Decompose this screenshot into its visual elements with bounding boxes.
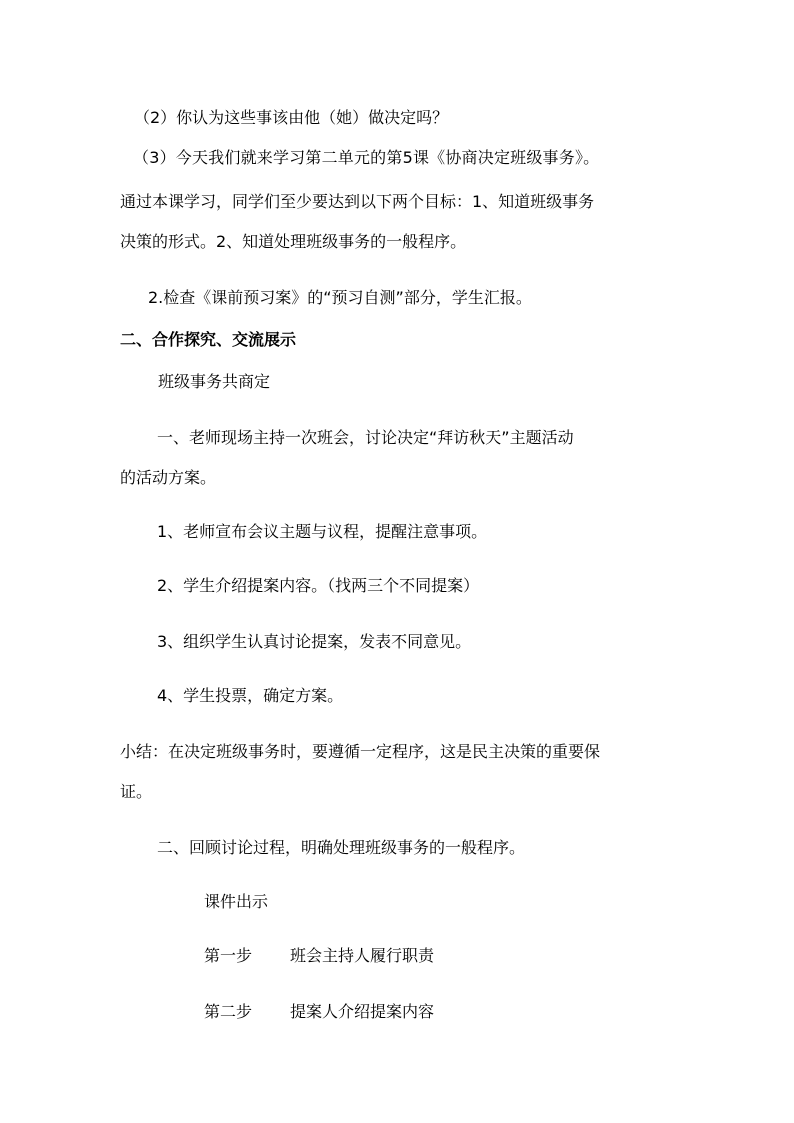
activity-step-1: 1、老师宣布会议主题与议程，提醒注意事项。 xyxy=(157,522,488,541)
learning-goals-line-1: 通过本课学习，同学们至少要达到以下两个目标：1、知道班级事务 xyxy=(120,192,595,211)
section-heading: 二、合作探究、交流展示 xyxy=(120,330,297,349)
procedure-step-2-text: 提案人介绍提案内容 xyxy=(290,1002,435,1021)
activity-intro-line-2: 的活动方案。 xyxy=(120,468,217,487)
activity-step-2: 2、学生介绍提案内容。（找两三个不同提案） xyxy=(157,576,480,595)
learning-goals-line-2: 决策的形式。2、知道处理班级事务的一般程序。 xyxy=(120,232,467,251)
procedure-step-1-text: 班会主持人履行职责 xyxy=(290,946,435,965)
summary-line-2: 证。 xyxy=(120,782,153,801)
activity-step-3: 3、组织学生认真讨论提案，发表不同意见。 xyxy=(157,632,472,651)
question-2: （2）你认为这些事该由他（她）做决定吗？ xyxy=(134,108,449,127)
courseware-label: 课件出示 xyxy=(204,892,269,911)
subsection-title: 班级事务共商定 xyxy=(158,372,271,391)
activity-step-4: 4、学生投票，确定方案。 xyxy=(157,686,344,705)
procedure-step-1-label: 第一步 xyxy=(204,946,253,965)
question-3-intro: （3）今天我们就来学习第二单元的第5课《协商决定班级事务》。 xyxy=(133,148,600,167)
activity-intro-line-1: 一、老师现场主持一次班会，讨论决定“拜访秋天”主题活动 xyxy=(157,428,574,447)
review-heading: 二、回顾讨论过程，明确处理班级事务的一般程序。 xyxy=(157,838,526,857)
procedure-step-2-label: 第二步 xyxy=(204,1002,253,1021)
preview-check: 2.检查《课前预习案》的“预习自测”部分，学生汇报。 xyxy=(148,288,532,307)
procedure-step-2 xyxy=(204,1002,434,1022)
summary-line-1: 小结：在决定班级事务时，要遵循一定程序，这是民主决策的重要保 xyxy=(120,742,601,761)
procedure-step-1 xyxy=(204,946,434,966)
